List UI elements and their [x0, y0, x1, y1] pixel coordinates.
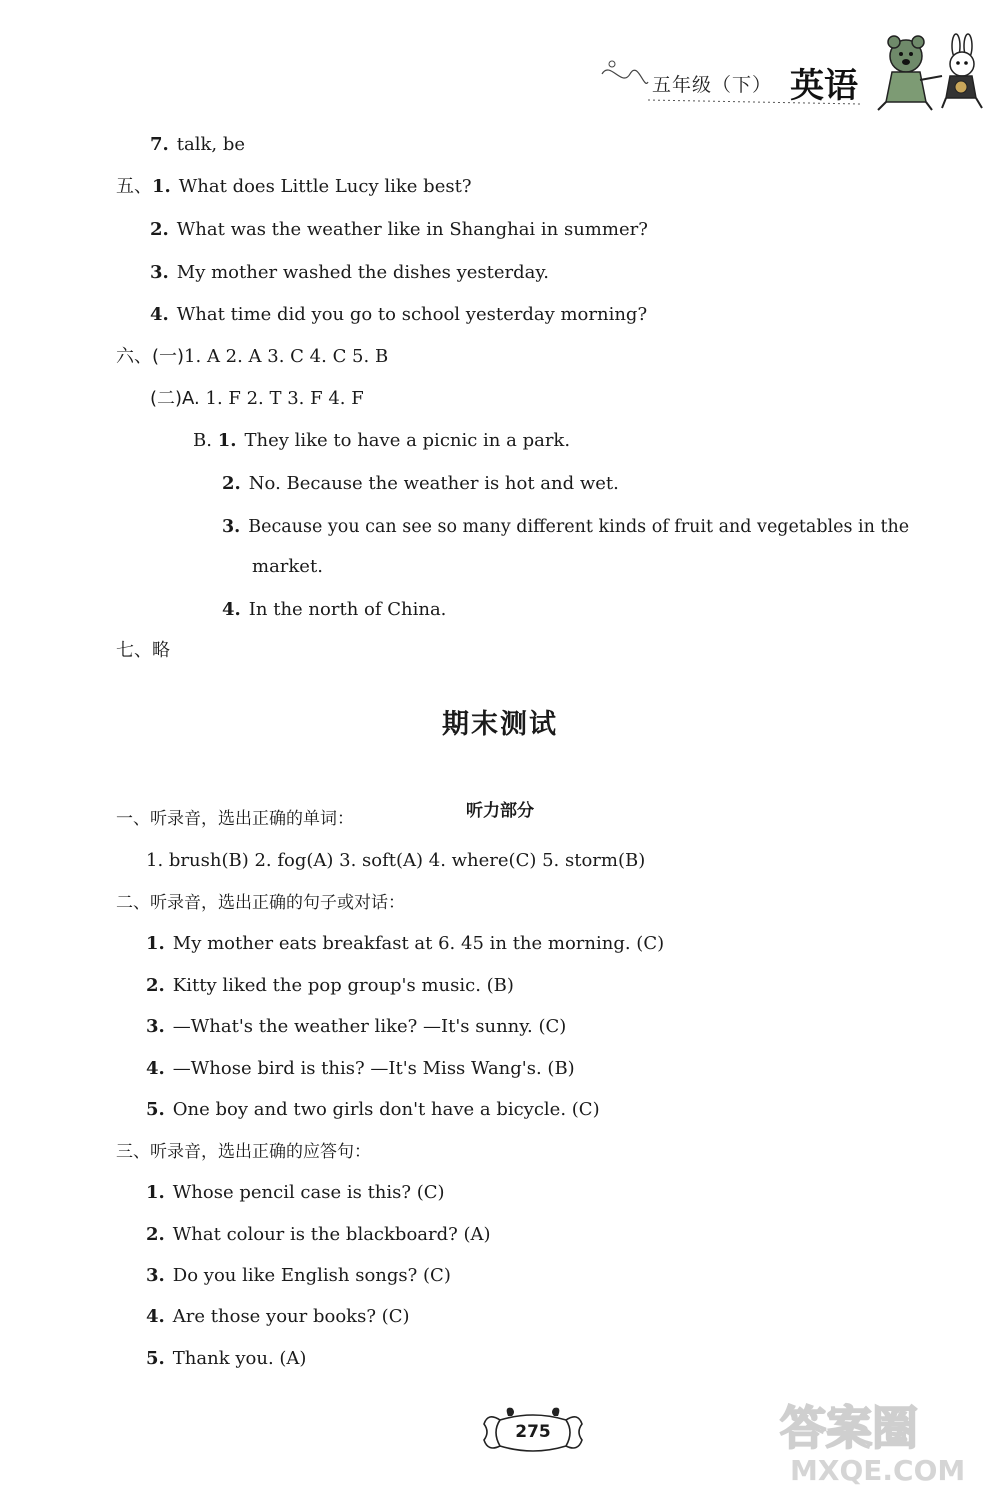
item-number: 4. — [150, 304, 169, 325]
section-label: 六、(一) — [116, 346, 185, 367]
item-number: 2. — [150, 219, 169, 240]
item-number: 4. — [146, 1306, 165, 1327]
question-heading-text: 一、听录音，选出正确的单词： — [116, 809, 354, 829]
answer-line-continued — [252, 556, 323, 578]
answer-line — [146, 1224, 491, 1246]
section-title: 期末测试 — [442, 709, 558, 740]
question-heading — [116, 1141, 371, 1163]
answer-text: They like to have a picnic in a park. — [244, 430, 571, 451]
answer-line — [222, 599, 446, 621]
answer-line — [150, 304, 647, 326]
item-number: 5. — [146, 1099, 165, 1120]
answer-text: 1. A 2. A 3. C 4. C 5. B — [184, 346, 389, 367]
answer-text: Whose pencil case is this? (C) — [172, 1182, 445, 1203]
watermark-bottom-text: MXQE.COM — [790, 1454, 966, 1487]
item-number: 1. — [217, 430, 237, 451]
question-heading-text: 三、听录音，选出正确的应答句： — [116, 1142, 371, 1162]
answer-text: In the north of China. — [248, 599, 447, 620]
answer-text: 1. F 2. T 3. F 4. F — [205, 388, 364, 409]
watermark-logo — [770, 1392, 995, 1487]
answer-text: market. — [252, 556, 323, 577]
answer-line — [116, 346, 388, 368]
answer-text: Are those your books? (C) — [172, 1306, 410, 1327]
answer-line — [146, 1306, 410, 1328]
answer-line — [150, 219, 648, 241]
page-number-badge — [478, 1402, 588, 1460]
answer-text: What colour is the blackboard? (A) — [172, 1224, 491, 1245]
page-number: 275 — [515, 1422, 551, 1442]
answer-line — [146, 850, 645, 872]
answer-text: Do you like English songs? (C) — [172, 1265, 451, 1286]
subject-label: 英语 — [790, 66, 858, 106]
section-label: 七、略 — [116, 640, 170, 661]
item-number: 3. — [150, 262, 169, 283]
watermark-top-text: 答案圈 — [780, 1401, 918, 1455]
answer-line — [146, 1182, 445, 1204]
answer-text: What does Little Lucy like best? — [178, 176, 472, 197]
answer-text: What was the weather like in Shanghai in summer? — [176, 219, 648, 240]
answer-line — [146, 1058, 575, 1080]
item-number: 3. — [222, 517, 241, 537]
item-number: 2. — [222, 473, 241, 494]
question-heading — [116, 892, 405, 914]
section-label: 五、 — [116, 176, 152, 197]
answer-line — [150, 388, 364, 410]
item-number: 1. — [146, 933, 165, 954]
answer-text: Because you can see so many different kinds of fruit and vegetables in the — [248, 517, 910, 537]
answer-text: What time did you go to school yesterday morning? — [176, 304, 648, 325]
section-subtitle: 听力部分 — [466, 801, 534, 821]
answer-line — [150, 262, 549, 284]
item-number: 1. — [146, 1182, 165, 1203]
item-number: 2. — [146, 975, 165, 996]
answer-text: One boy and two girls don't have a bicycle. (C) — [172, 1099, 600, 1120]
question-heading — [116, 808, 354, 830]
section-label: B. — [193, 430, 212, 451]
page-header — [600, 30, 990, 110]
answer-text: Thank you. (A) — [172, 1348, 307, 1369]
question-heading-text: 二、听录音，选出正确的句子或对话： — [116, 893, 405, 913]
item-number: 4. — [146, 1058, 165, 1079]
grade-label: 五年级（下） — [652, 74, 773, 96]
answer-line — [222, 516, 909, 538]
section-label: (二)A. — [150, 388, 200, 409]
watermark-graphic — [770, 1392, 995, 1487]
item-number: 5. — [146, 1348, 165, 1369]
item-number: 4. — [222, 599, 241, 620]
answer-line — [146, 1348, 306, 1370]
answer-line — [150, 134, 245, 156]
answer-line — [146, 933, 664, 955]
answer-line — [146, 975, 514, 997]
item-number: 7. — [150, 134, 169, 155]
item-number: 3. — [146, 1016, 165, 1037]
answer-line — [193, 430, 570, 452]
answer-text: No. Because the weather is hot and wet. — [248, 473, 619, 494]
bear-and-rabbit-mascot-icon — [872, 32, 990, 112]
answer-line — [222, 473, 619, 495]
item-number: 2. — [146, 1224, 165, 1245]
answer-text: Kitty liked the pop group's music. (B) — [172, 975, 514, 996]
answer-text: —Whose bird is this? —It's Miss Wang's. (B) — [172, 1058, 575, 1079]
answer-text: talk, be — [176, 134, 246, 155]
answer-line — [116, 176, 471, 198]
answer-line — [146, 1265, 451, 1287]
answer-text: 1. brush(B) 2. fog(A) 3. soft(A) 4. where(C) 5. storm(B) — [146, 850, 646, 871]
answer-line — [146, 1016, 566, 1038]
answer-line — [146, 1099, 600, 1121]
item-number: 1. — [152, 176, 171, 197]
answer-line — [116, 640, 170, 662]
answer-text: My mother eats breakfast at 6. 45 in the morning. (C) — [172, 933, 665, 954]
answer-text: —What's the weather like? —It's sunny. (C) — [172, 1016, 567, 1037]
item-number: 3. — [146, 1265, 165, 1286]
answer-text: My mother washed the dishes yesterday. — [176, 262, 549, 283]
